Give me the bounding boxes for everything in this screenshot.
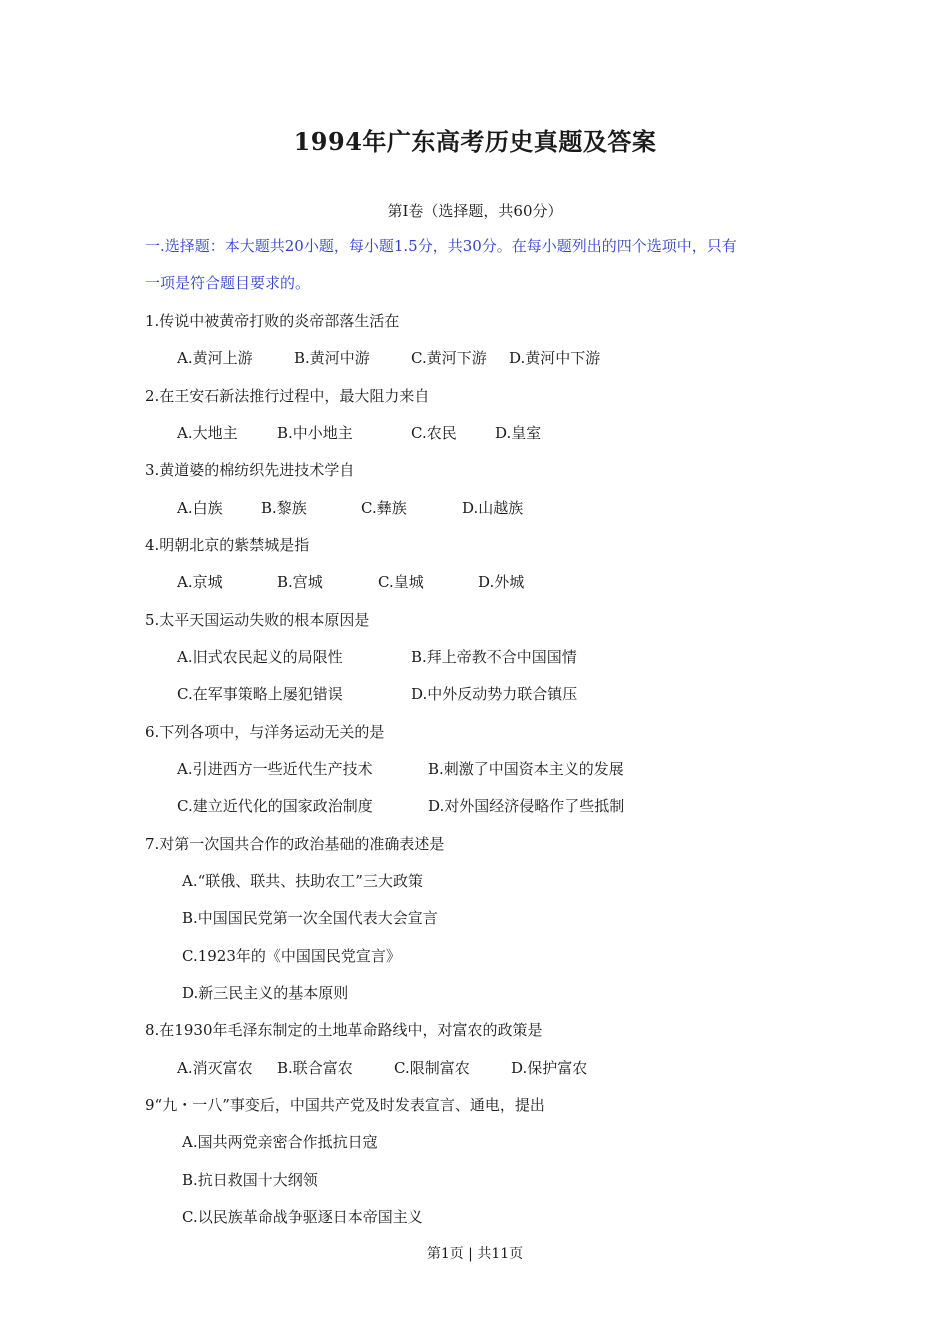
option: B.联合富农	[277, 1059, 353, 1077]
question-stem: 1.传说中被黄帝打败的炎帝部落生活在	[145, 312, 400, 330]
instructions-line-2: 一项是符合题目要求的。	[145, 274, 311, 292]
question-stem: 3.黄道婆的棉纺织先进技术学自	[145, 461, 355, 479]
option: A.白族	[177, 499, 223, 517]
option: C.建立近代化的国家政治制度	[177, 797, 373, 815]
option: A.旧式农民起义的局限性	[177, 648, 343, 666]
instructions-line-1: 一.选择题：本大题共20小题，每小题1.5分，共30分。在每小题列出的四个选项中，只有	[145, 237, 737, 255]
option: B.抗日救国十大纲领	[182, 1171, 318, 1189]
option: B.中国国民党第一次全国代表大会宣言	[182, 909, 438, 927]
option: C.农民	[411, 424, 457, 442]
option: A.大地主	[177, 424, 238, 442]
question-stem: 7.对第一次国共合作的政治基础的准确表述是	[145, 835, 445, 853]
option: C.皇城	[378, 573, 424, 591]
option: A.国共两党亲密合作抵抗日寇	[182, 1133, 378, 1151]
page-footer: 第1页 | 共11页	[426, 1246, 524, 1262]
option: D.对外国经济侵略作了些抵制	[428, 797, 625, 815]
option: C.限制富农	[394, 1059, 470, 1077]
option: C.以民族革命战争驱逐日本帝国主义	[182, 1208, 423, 1226]
option: C.黄河下游	[411, 349, 487, 367]
question-stem: 9“九・一八”事变后，中国共产党及时发表宣言、通电，提出	[145, 1096, 545, 1114]
option: B.宫城	[277, 573, 323, 591]
option: A.黄河上游	[177, 349, 253, 367]
option: D.山越族	[462, 499, 524, 517]
option: A.消灭富农	[177, 1059, 253, 1077]
option: C.在军事策略上屡犯错误	[177, 685, 343, 703]
question-stem: 8.在1930年毛泽东制定的土地革命路线中，对富农的政策是	[145, 1021, 543, 1039]
question-stem: 2.在王安石新法推行过程中，最大阻力来自	[145, 387, 430, 405]
section-header: 第Ⅰ卷（选择题，共60分）	[387, 202, 563, 220]
option: D.皇室	[495, 424, 542, 442]
option: D.新三民主义的基本原则	[182, 984, 349, 1002]
option: B.刺激了中国资本主义的发展	[428, 760, 624, 778]
option: B.拜上帝教不合中国国情	[411, 648, 577, 666]
option: B.黎族	[261, 499, 307, 517]
option: D.外城	[478, 573, 525, 591]
option: A.引进西方一些近代生产技术	[177, 760, 373, 778]
option: C.1923年的《中国国民党宣言》	[182, 947, 401, 965]
option: B.黄河中游	[294, 349, 370, 367]
question-stem: 6.下列各项中，与洋务运动无关的是	[145, 723, 385, 741]
option: B.中小地主	[277, 424, 353, 442]
option: D.黄河中下游	[509, 349, 601, 367]
option: D.中外反动势力联合镇压	[411, 685, 578, 703]
option: A.京城	[177, 573, 223, 591]
document-title: 1994年广东高考历史真题及答案	[293, 127, 657, 156]
question-stem: 5.太平天国运动失败的根本原因是	[145, 611, 370, 629]
option: A.“联俄、联共、扶助农工”三大政策	[182, 872, 423, 890]
option: D.保护富农	[511, 1059, 588, 1077]
option: C.彝族	[361, 499, 407, 517]
question-stem: 4.明朝北京的紫禁城是指	[145, 536, 310, 554]
